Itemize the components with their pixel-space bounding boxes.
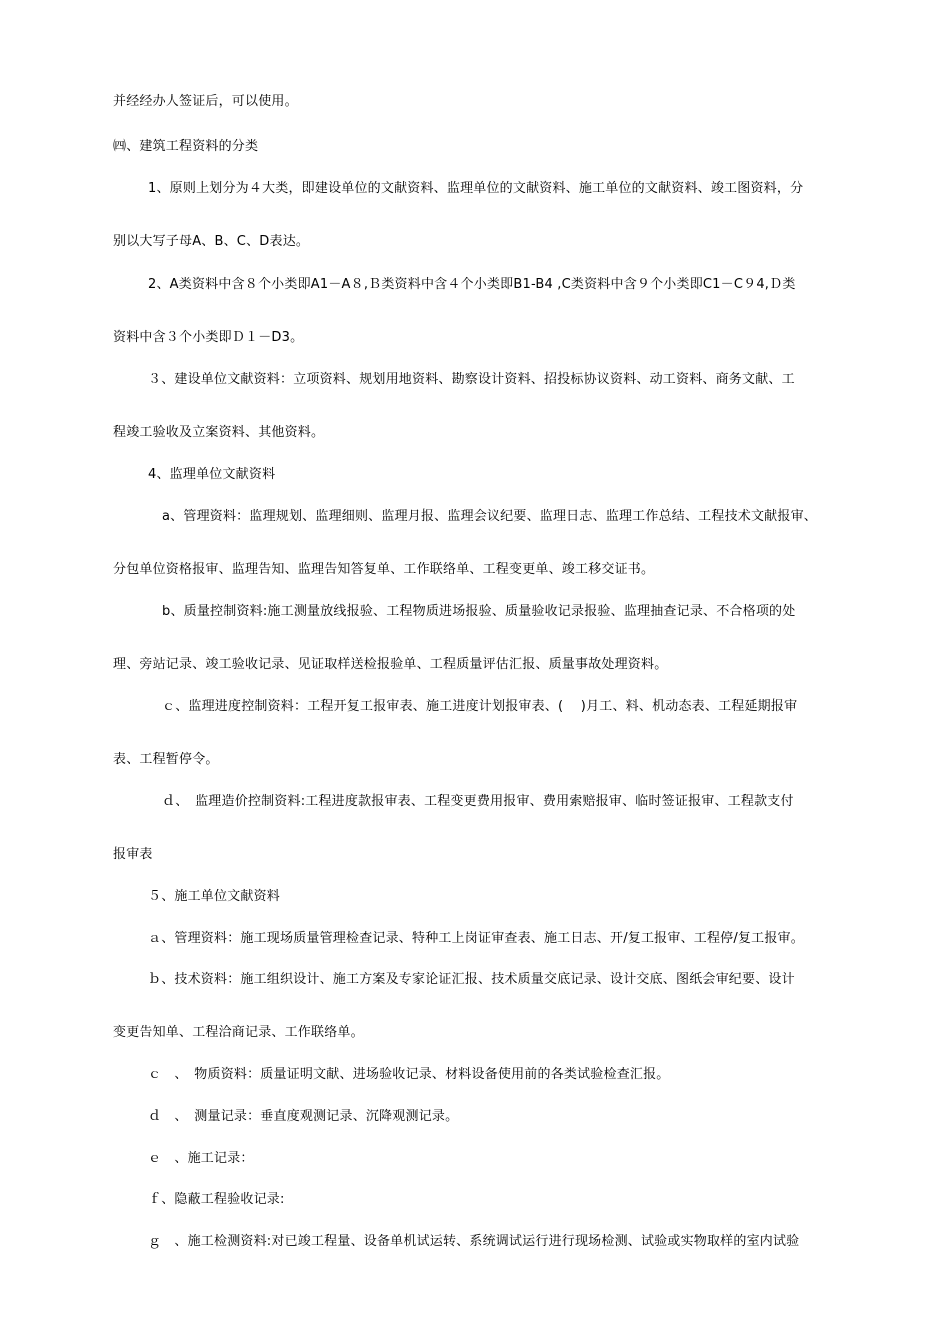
text-line: ｃ 、 物质资料：质量证明文献、进场验收记录、材料设备使用前的各类试验检查汇报。	[148, 1067, 670, 1082]
text-line: ｂ、技术资料：施工组织设计、施工方案及专家论证汇报、技术质量交底记录、设计交底、图纸会审纪要、设计	[148, 972, 795, 987]
text-line: 程竣工验收及立案资料、其他资料。	[113, 425, 325, 440]
text-line: 资料中含３个小类即Ｄ１－D3。	[113, 330, 304, 345]
text-line: ｃ、监理进度控制资料：工程开复工报审表、施工进度计划报审表、( )月工、料、机动态表、工程延期报审	[162, 699, 798, 714]
text-line: 理、旁站记录、竣工验收记录、见证取样送检报验单、工程质量评估汇报、质量事故处理资料。	[113, 657, 668, 672]
section-heading: 4、监理单位文献资料	[148, 467, 276, 482]
text-line: 表、工程暂停令。	[113, 752, 219, 767]
text-line: ｇ 、施工检测资料:对已竣工程量、设备单机试运转、系统调试运行进行现场检测、试验或实物取样的室内试验	[148, 1234, 800, 1249]
text-line: ３、建设单位文献资料：立项资料、规划用地资料、勘察设计资料、招投标协议资料、动工资料、商务文献、工	[148, 372, 795, 387]
text-line: 并经经办人签证后，可以使用。	[113, 94, 298, 109]
text-line: ｆ、隐蔽工程验收记录:	[148, 1192, 285, 1207]
section-heading: ５、施工单位文献资料	[148, 889, 281, 904]
text-line: ｅ 、施工记录：	[148, 1151, 254, 1166]
text-line: 报审表	[113, 847, 153, 862]
text-line: ｄ、 监理造价控制资料:工程进度款报审表、工程变更费用报审、费用索赔报审、临时签证报审、工程款支付	[162, 794, 794, 809]
text-line: 1、原则上划分为４大类，即建设单位的文献资料、监理单位的文献资料、施工单位的文献资料、竣工图资料，分	[148, 181, 804, 196]
section-heading: ㈣、建筑工程资料的分类	[113, 139, 259, 154]
text-line: b、质量控制资料:施工测量放线报验、工程物质进场报验、质量验收记录报验、监理抽查记录、不合格项的处	[162, 604, 796, 619]
text-line: 2、A类资料中含８个小类即A1－A８,Ｂ类资料中含４个小类即B1-B4 ,C类资料中含９个小类即C1－C９4,Ｄ类	[148, 277, 796, 292]
text-line: a、管理资料：监理规划、监理细则、监理月报、监理会议纪要、监理日志、监理工作总结、工程技术文献报审、	[162, 509, 817, 524]
text-line: 变更告知单、工程洽商记录、工作联络单。	[113, 1025, 364, 1040]
text-line: ｄ 、 测量记录：垂直度观测记录、沉降观测记录。	[148, 1109, 459, 1124]
text-line: 分包单位资格报审、监理告知、监理告知答复单、工作联络单、工程变更单、竣工移交证书。	[113, 562, 655, 577]
text-line: 别以大写子母A、B、C、D表达。	[113, 234, 310, 249]
text-line: ａ、管理资料：施工现场质量管理检查记录、特种工上岗证审查表、施工日志、开/复工报审、工程停/复工报审。	[148, 931, 804, 946]
